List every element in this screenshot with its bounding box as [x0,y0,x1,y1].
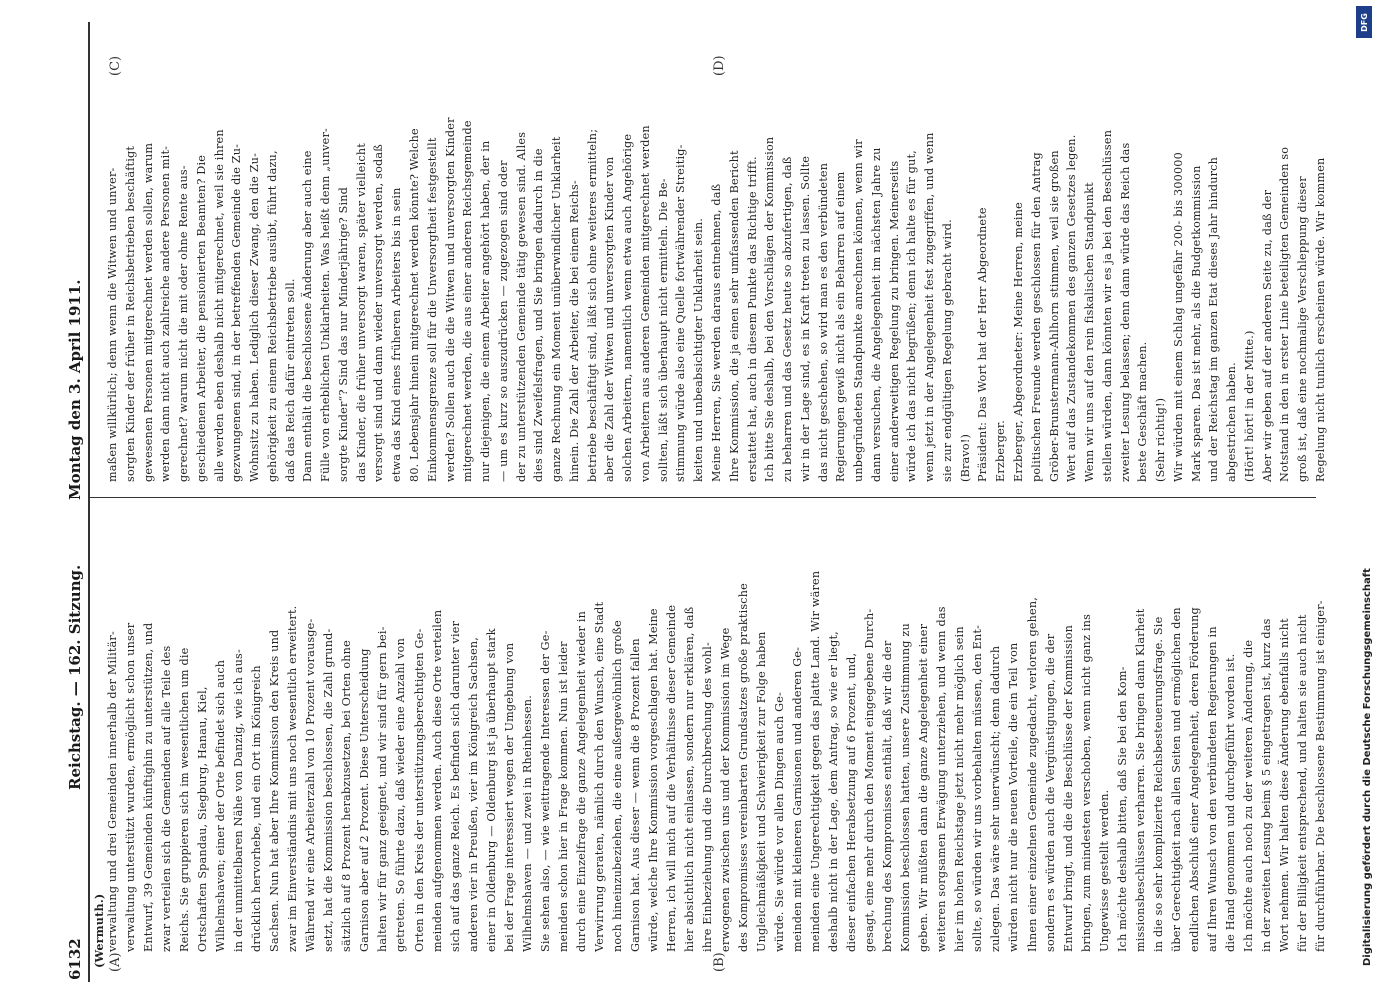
margin-letter-c: (C) [108,55,123,76]
text-line: gehörigkeit zu einem Reichsbetriebe ausübt, führt dazu, [265,150,279,482]
text-line: aber die Zahl der Witwen und unversorgten Kinder von [603,156,617,482]
text-line: Ungleichmäßigkeit und Schwierigkeit zur Folge haben [755,631,769,952]
text-line: Sie sehen also, — wie weittragende Interessen der Ge- [538,630,552,952]
text-line: würden nicht nur die neuen Vorteile, die ein Teil von [1007,642,1021,952]
text-line: sorgte Kinder“? Sind das nur Minderjährige? Sind [336,187,350,482]
text-line: von Arbeitern aus anderen Gemeinden mitgerechnet werden [638,125,652,482]
text-line: zulegen. Das wäre sehr unerwünscht; denn dadurch [989,645,1003,952]
text-line: Erzberger. [994,420,1008,482]
text-line: Wenn wir uns auf den rein fiskalischen Standpunkt [1083,182,1097,482]
text-line: Mark sparen. Das ist mehr, als die Budgetkommission [1189,165,1203,482]
dfg-logo-label: DFG [1359,12,1369,32]
text-line: (Hört! hört! in der Mitte.) [1242,330,1256,482]
speaker-note: (Wermuth.) [92,893,106,968]
text-line: unbegründeten Standpunkte anrechnen können, wenn wir [852,139,866,482]
text-line: Aber wir geben auf der anderen Seite zu, daß der [1260,189,1274,482]
dfg-logo [1356,6,1372,38]
margin-letter-d: (D) [712,55,727,76]
text-line: Während wir eine Arbeiterzahl von 10 Prozent vorausge- [304,618,318,952]
text-line: alle werden eben deshalb nicht mitgerechnet, weil sie ihren [212,129,226,482]
text-line: Wir würden mit einem Schlag ungefähr 200- bis 300000 [1171,152,1185,482]
text-line: zwar verteilen sich die Gemeinden auf alle Teile des [160,645,174,952]
text-line: in die so sehr komplizierte Reichsbesteuerungsfrage. Sie [1151,616,1165,952]
digitization-note: Digitalisierung gefördert durch die Deutsche Forschungsgemeinschaft [1362,568,1373,966]
text-line: in der zweiten Lesung beim § 5 eingetragen ist, kurz das [1259,618,1273,952]
text-line: abgestrichen haben. [1225,362,1239,482]
text-line: werden dann nicht auch zahlreiche andere Personen mit- [159,145,173,482]
header-rule [88,22,90,982]
text-line: durch eine Einzelfrage die ganze Angelegenheit wieder in [574,610,588,952]
text-line: verwaltung und drei Gemeinden innerhalb der Militär- [106,631,119,952]
text-line: Gröber-Brunstermann-Ahlhorn stimmen, weil sie großen [1047,150,1061,482]
text-line: groß ist, daß eine nochmalige Verschleppung dieser [1296,176,1310,482]
text-line: 80. Lebensjahr hinein mitgerechnet werden könnte? Welche [408,128,421,482]
text-line: etwa das Kind eines früheren Arbeiters bis in sein [390,187,404,482]
right-running-title: Montag den 3. April 1911. [66,279,84,500]
text-line: der zu unterstützenden Gemeinde tätig gewesen sind. Alles [514,131,528,482]
text-line: Verwirrung geraten, nämlich durch den Wunsch, eine Stadt [592,601,606,952]
text-line: ihre Einbeziehung und die Durchbrechung des wohl- [700,642,714,952]
text-line: wenn jetzt in der Angelegenheit fest zugegriffen, und wenn [923,132,937,482]
text-line: Einkommensgrenze soll für die Unversorgtheit festgestellt [425,137,439,482]
margin-letter-b: (B) [712,952,727,972]
column-separator [88,497,1316,498]
text-line: die Hand genommen und durchgeführt worden ist. [1223,653,1237,952]
text-line: Garnison hat. Aus dieser — wenn die 8 Prozent fallen [628,638,642,952]
text-line: meinden schon hier in Frage kommen. Nun ist leider [556,641,570,952]
text-line: für durchführbar. Die beschlossene Bestimmung ist einiger- [1314,600,1327,952]
text-line: mitgerechnet werden, die aus einer anderen Reichsgemeinde [461,120,475,482]
text-line: über Gerechtigkeit nach allen Seiten und ermöglichen den [1169,607,1183,952]
text-line: sollte, so würden wir uns vorbehalten müssen, den Ent- [971,624,985,952]
text-line: einer in Oldenburg — Oldenburg ist ja überhaupt stark [484,628,498,952]
text-line: sich auf das ganze Reich. Es befinden sich darunter vier [448,620,462,952]
text-line: gesagt, eine mehr durch den Moment eingegebene Durch- [863,608,877,952]
text-line: und der Reichstag im ganzen Etat dieses Jahr hindurch [1207,156,1221,482]
text-line: Reichs. Sie gruppieren sich im wesentlichen um die [178,647,192,952]
text-line: daß das Reich dafür eintreten soll. [283,278,297,482]
page-number: 6132 [66,938,84,980]
text-line: noch hineinzubeziehen, die eine außergewöhnlich große [610,620,624,952]
text-line: weiteren sorgsamen Erwägung unterziehen, und wenn das [935,606,949,952]
text-line: Garnison aber auf 2 Prozent. Diese Unterscheidung [358,648,372,952]
text-line: Ich bitte Sie deshalb, bei den Vorschlägen der Kommission [763,136,777,482]
text-line: für der Billigkeit entsprechend, und halten sie auch nicht [1295,614,1309,952]
text-line: Wilhelmshaven; einer der Orte befindet sich auch [214,659,228,952]
text-line: Ortschaften Spandau, Siegburg, Hanau, Kiel, [196,686,210,952]
text-line: gezwungenen sind, in der betreffenden Gemeinde die Zu- [230,143,244,482]
text-line: keiten und unbeabsichtigter Unklarheit sein. [692,217,706,482]
text-line: Sachsen. Nun hat aber Ihre Kommission den Kreis und [268,629,282,952]
text-line: brechung des Kompromisses enthält, daß wir die der [881,640,895,952]
text-line: zu beharren und das Gesetz heute so abzufertigen, daß [781,156,795,482]
text-line: Entwurf bringt, und die die Beschlüsse der Kommission [1061,624,1075,952]
text-line: Entwurf, 39 Gemeinden künftighin zu unterstützen, und [142,622,156,952]
text-line: beste Geschäft machen. [1136,341,1150,482]
text-line: betriebe beschäftigt sind, läßt sich ohne weiteres ermitteln; [585,128,599,482]
text-line: hier im hohen Reichstage jetzt nicht mehr möglich sein [953,626,967,952]
text-line: (Sehr richtig!) [1154,397,1168,482]
text-line: würde, welche Ihre Kommission vorgeschlagen hat. Meine [646,608,660,952]
text-line: gewesenen Personen mitgerechnet werden sollen, warum [141,142,155,482]
text-line: sollten, läßt sich überhaupt nicht ermitteln. Die Be- [656,178,670,482]
text-line: sondern es würden auch die Vergünstigungen, die der [1043,633,1057,952]
text-line: maßen willkürlich; denn wenn die Witwen und unver- [106,167,119,482]
text-line: das Kinder, die früher unversorgt waren, später vielleicht [354,143,368,482]
text-line: halten wir für ganz geeignet, und wir sind für gern bei- [376,626,390,952]
margin-letter-a: (A) [108,952,123,972]
text-line: wir in der Lage sind, es in Kraft treten zu lassen. Sollte [798,155,812,482]
text-line: drücklich hervorhebe, und ein Ort im Königreich [250,665,264,952]
text-line: dies sind Zweifelsfragen, und Sie bringen dadurch in die [532,148,546,482]
text-line: hier absichtlich nicht einlassen, sondern nur erklären, daß [682,606,696,952]
text-line: erwogenen zwischen uns und der Kommission im Wege [719,627,732,952]
text-line: gerechnet? warum nicht die mit oder ohne Rente aus- [177,165,191,482]
text-line: bringen, zum mindesten verschoben, wenn nicht ganz ins [1079,613,1093,952]
text-line: Ungewisse gestellt werden. [1097,789,1111,952]
text-line: missionsbeschlüssen verharren. Sie bringen dann Klarheit [1133,608,1147,952]
text-line: (Bravo!) [958,433,972,482]
text-line: Regierungen gewiß nicht als ein Beharren auf einem [834,171,848,482]
text-line: das nicht geschehen, so wird man es den verbündeten [816,162,830,482]
text-line: politischen Freunde werden geschlossen für den Antrag [1029,152,1043,482]
text-line: verwaltung unterstützt wurden, ermöglicht schon unser [124,622,138,952]
text-line: versorgt sind und dann wieder unversorgt werden, sodaß [372,144,386,482]
text-line: des Kompromisses vereinbarten Grundsatzes große praktische [737,583,751,952]
text-line: Regelung nicht tunlich erscheinen würde. Wir kommen [1314,157,1327,482]
left-running-title: Reichstag. — 162. Sitzung. [66,564,84,790]
text-line: Wohnsitz zu haben. Lediglich dieser Zwang, den die Zu- [248,152,262,482]
text-line: sie zur endgültigen Regelung gebracht wird. [940,219,954,482]
text-line: ganze Rechnung ein Moment unüberwindlicher Unklarheit [550,136,564,482]
text-line: setzt, hat die Kommission beschlossen, die Zahl grund- [322,628,336,952]
text-line: sorgten Kinder der früher in Reichsbetrieben beschäftigt [123,145,137,482]
text-line: sätzlich auf 8 Prozent herabzusetzen, bei Orten ohne [340,640,354,952]
text-line: Notstand in den in erster Linie beteiligten Gemeinden so [1278,146,1292,482]
text-line: in der unmittelbaren Nähe von Danzig, wie ich aus- [232,649,246,952]
text-line: endlichen Abschluß einer Angelegenheit, deren Förderung [1187,607,1201,952]
text-line: hinein. Die Zahl der Arbeiter, die bei einem Reichs- [567,180,581,482]
text-line: deshalb nicht in der Lage, dem Antrag, so wie er liegt, [827,631,841,952]
text-line: werden? Sollen auch die die Witwen und unversorgten Kinder [443,117,457,482]
text-line: Ich möchte auch noch zu der weiteren Änderung, die [1241,639,1255,952]
text-line: solchen Arbeitern, namentlich wenn etwa auch Angehörige [621,133,635,482]
text-line: Meine Herren, Sie werden daraus entnehmen, daß [710,183,723,482]
text-line: dieser einfachen Herabsetzung auf 6 Prozent, und, [845,652,859,952]
text-line: getreten. So führte dazu, daß wieder eine Anzahl von [394,637,408,952]
text-line: Kommission beschlossen hatten, unsere Zustimmung zu [899,623,913,952]
text-line: zwar im Einverständnis mit uns noch wesentlich erweitert. [286,605,300,952]
text-line: meinden mit kleineren Garnisonen und anderen Ge- [791,646,805,952]
text-line: Präsident: Das Wort hat der Herr Abgeordnete [976,207,990,482]
text-line: Wilhelmshaven — und zwei in Rheinhessen. [520,695,534,952]
text-line: zweiter Lesung belassen; denn dann würde das Reich das [1118,142,1132,482]
text-line: Fülle von erheblichen Unklarheiten. Was heißt denn „unver- [319,128,333,482]
text-line: auf Ihren Wunsch von den verbündeten Regierungen in [1205,626,1219,952]
text-line: nur diejenigen, die einem Arbeiter angehört haben, der in [479,140,493,482]
text-line: anderen vier in Preußen, vier im Königreich Sachsen, [466,636,480,952]
text-line: Ich möchte deshalb bitten, daß Sie bei den Kom- [1115,666,1129,952]
text-line: würde ich das nicht begrüßen; denn ich halte es für gut, [905,150,919,482]
text-line: — um es kurz so auszudrücken — zugezogen sind oder [496,160,510,482]
text-line: Wort nehmen. Wir halten diese Änderung ebenfalls nicht [1277,618,1291,952]
text-line: Erzberger, Abgeordneter: Meine Herren, meine [1012,202,1025,482]
text-line: stellen würden, dann könnten wir es ja bei den Beschlüssen [1100,129,1114,482]
text-line: Herren, ich will mich auf die Verhältnisse dieser Gemeinde [664,604,678,952]
text-line: stimmung würde also eine Quelle fortwährender Streitig- [674,144,688,482]
text-line: geben. Wir müßten dann die ganze Angelegenheit einer [917,623,931,952]
text-line: würde. Sie würde vor allen Dingen auch Ge- [773,691,787,952]
text-line: Wert auf das Zustandekommen des ganzen Gesetzes legen. [1065,134,1079,482]
text-line: meinden aufgenommen werden. Auch diese Orte verteilen [430,609,444,952]
text-line: Ihre Kommission, die ja einen sehr umfassenden Bericht [727,150,741,482]
text-line: meinden eine Ungerechtigkeit gegen das platte Land. Wir wären [809,570,823,952]
text-line: erstattet hat, auch in diesem Punkte das Richtige trifft. [745,156,759,482]
text-line: einer anderweitigen Regelung zu bringen. Meinerseits [887,160,901,482]
text-line: dann versuchen, die Angelegenheit im nächsten Jahre zu [869,147,883,482]
text-line: Ihnen einer einzelnen Gemeinde zugedacht, verloren gehen, [1025,596,1039,952]
text-line: Dann enthält die beschlossene Änderung aber auch eine [301,150,315,482]
text-line: bei der Frage interessiert wegen der Umgebung von [502,642,516,952]
text-line: Orten in den Kreis der unterstützungsberechtigten Ge- [412,628,426,952]
text-line: geschiedenen Arbeiter, die pensionierten Beamten? Die [194,154,208,482]
